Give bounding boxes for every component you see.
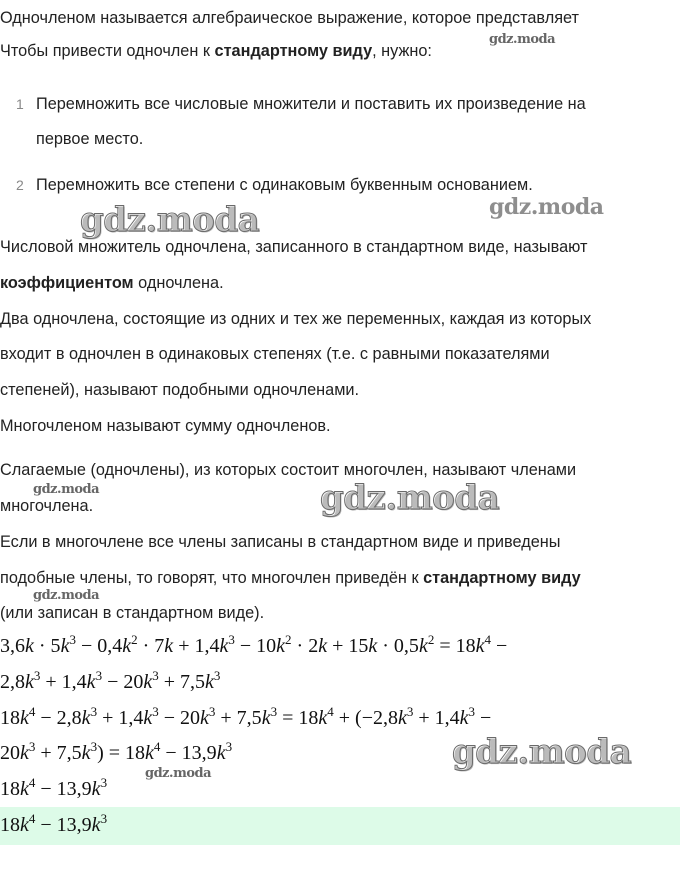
- bold-term: стандартному виду: [423, 569, 581, 587]
- final-answer: $18k^4 - 13,9k^3$: [0, 811, 108, 836]
- coefficient-definition: [0, 273, 224, 293]
- list-number: 1: [16, 96, 24, 112]
- paragraph-line: Два одночлена, состоящие из одних и тех же переменных, каждая из которых: [0, 310, 592, 328]
- list-item-line: Перемножить все числовые множители и поставить их произведение на: [36, 95, 586, 113]
- paragraph-line: входит в одночлен в одинаковых степенях (т.е. с равными показателями: [0, 345, 550, 363]
- math-line: $20k^3 + 7,5k^3) = 18k^4 - 13,9k^3$: [0, 739, 233, 764]
- watermark: gdz.moda: [489, 32, 556, 47]
- list-number: 2: [16, 177, 24, 193]
- standard-form-intro: [0, 41, 432, 61]
- watermark: gdz.moda: [452, 732, 632, 772]
- paragraph-line: многочлена.: [0, 497, 94, 515]
- watermark: gdz.moda: [320, 478, 500, 518]
- paragraph-line: Если в многочлене все члены записаны в стандартном виде и приведены: [0, 533, 561, 551]
- watermark: gdz.moda: [489, 194, 604, 220]
- list-item-line: первое место.: [36, 130, 144, 148]
- paragraph-line: Многочленом называют сумму одночленов.: [0, 417, 331, 435]
- intro-line: Одночленом называется алгебраическое выражение, которое представляет: [0, 9, 579, 27]
- intro-text: Чтобы привести одночлен к: [0, 42, 215, 60]
- paragraph-text: подобные члены, то говорят, что многочлен приведён к: [0, 569, 424, 587]
- bold-term: стандартному виду: [214, 42, 373, 60]
- paragraph-text: одночлена.: [133, 274, 224, 292]
- standard-form-polynomial: [0, 568, 581, 588]
- watermark: gdz.moda: [33, 588, 100, 603]
- paragraph-line: (или записан в стандартном виде).: [0, 604, 265, 622]
- math-line: $18k^4 - 13,9k^3$: [0, 775, 108, 800]
- list-item-line: Перемножить все степени с одинаковым буквенным основанием.: [36, 176, 533, 194]
- watermark: gdz.moda: [80, 200, 260, 240]
- math-line: $3,6k \cdot 5k^3 - 0,4k^2 \cdot 7k + 1,4k^3 - 10k^2 \cdot 2k + 15k \cdot 0,5k^2 = 18k^4$ −: [0, 632, 508, 657]
- intro-suffix: , нужно:: [372, 42, 432, 60]
- watermark: gdz.moda: [145, 766, 212, 781]
- paragraph-line: Числовой множитель одночлена, записанного в стандартном виде, называют: [0, 238, 588, 256]
- bold-term: коэффициентом: [0, 274, 134, 292]
- watermark: gdz.moda: [33, 482, 100, 497]
- math-line: $2,8k^3 + 1,4k^3 - 20k^3 + 7,5k^3$: [0, 668, 221, 693]
- paragraph-line: Слагаемые (одночлены), из которых состоит многочлен, называют членами: [0, 461, 577, 479]
- math-line: $18k^4 - 2,8k^3 + 1,4k^3 - 20k^3 + 7,5k^3 = 18k^4 + (-2,8k^3 + 1,4k^3$ −: [0, 704, 492, 729]
- paragraph-line: степеней), называют подобными одночленами.: [0, 381, 360, 399]
